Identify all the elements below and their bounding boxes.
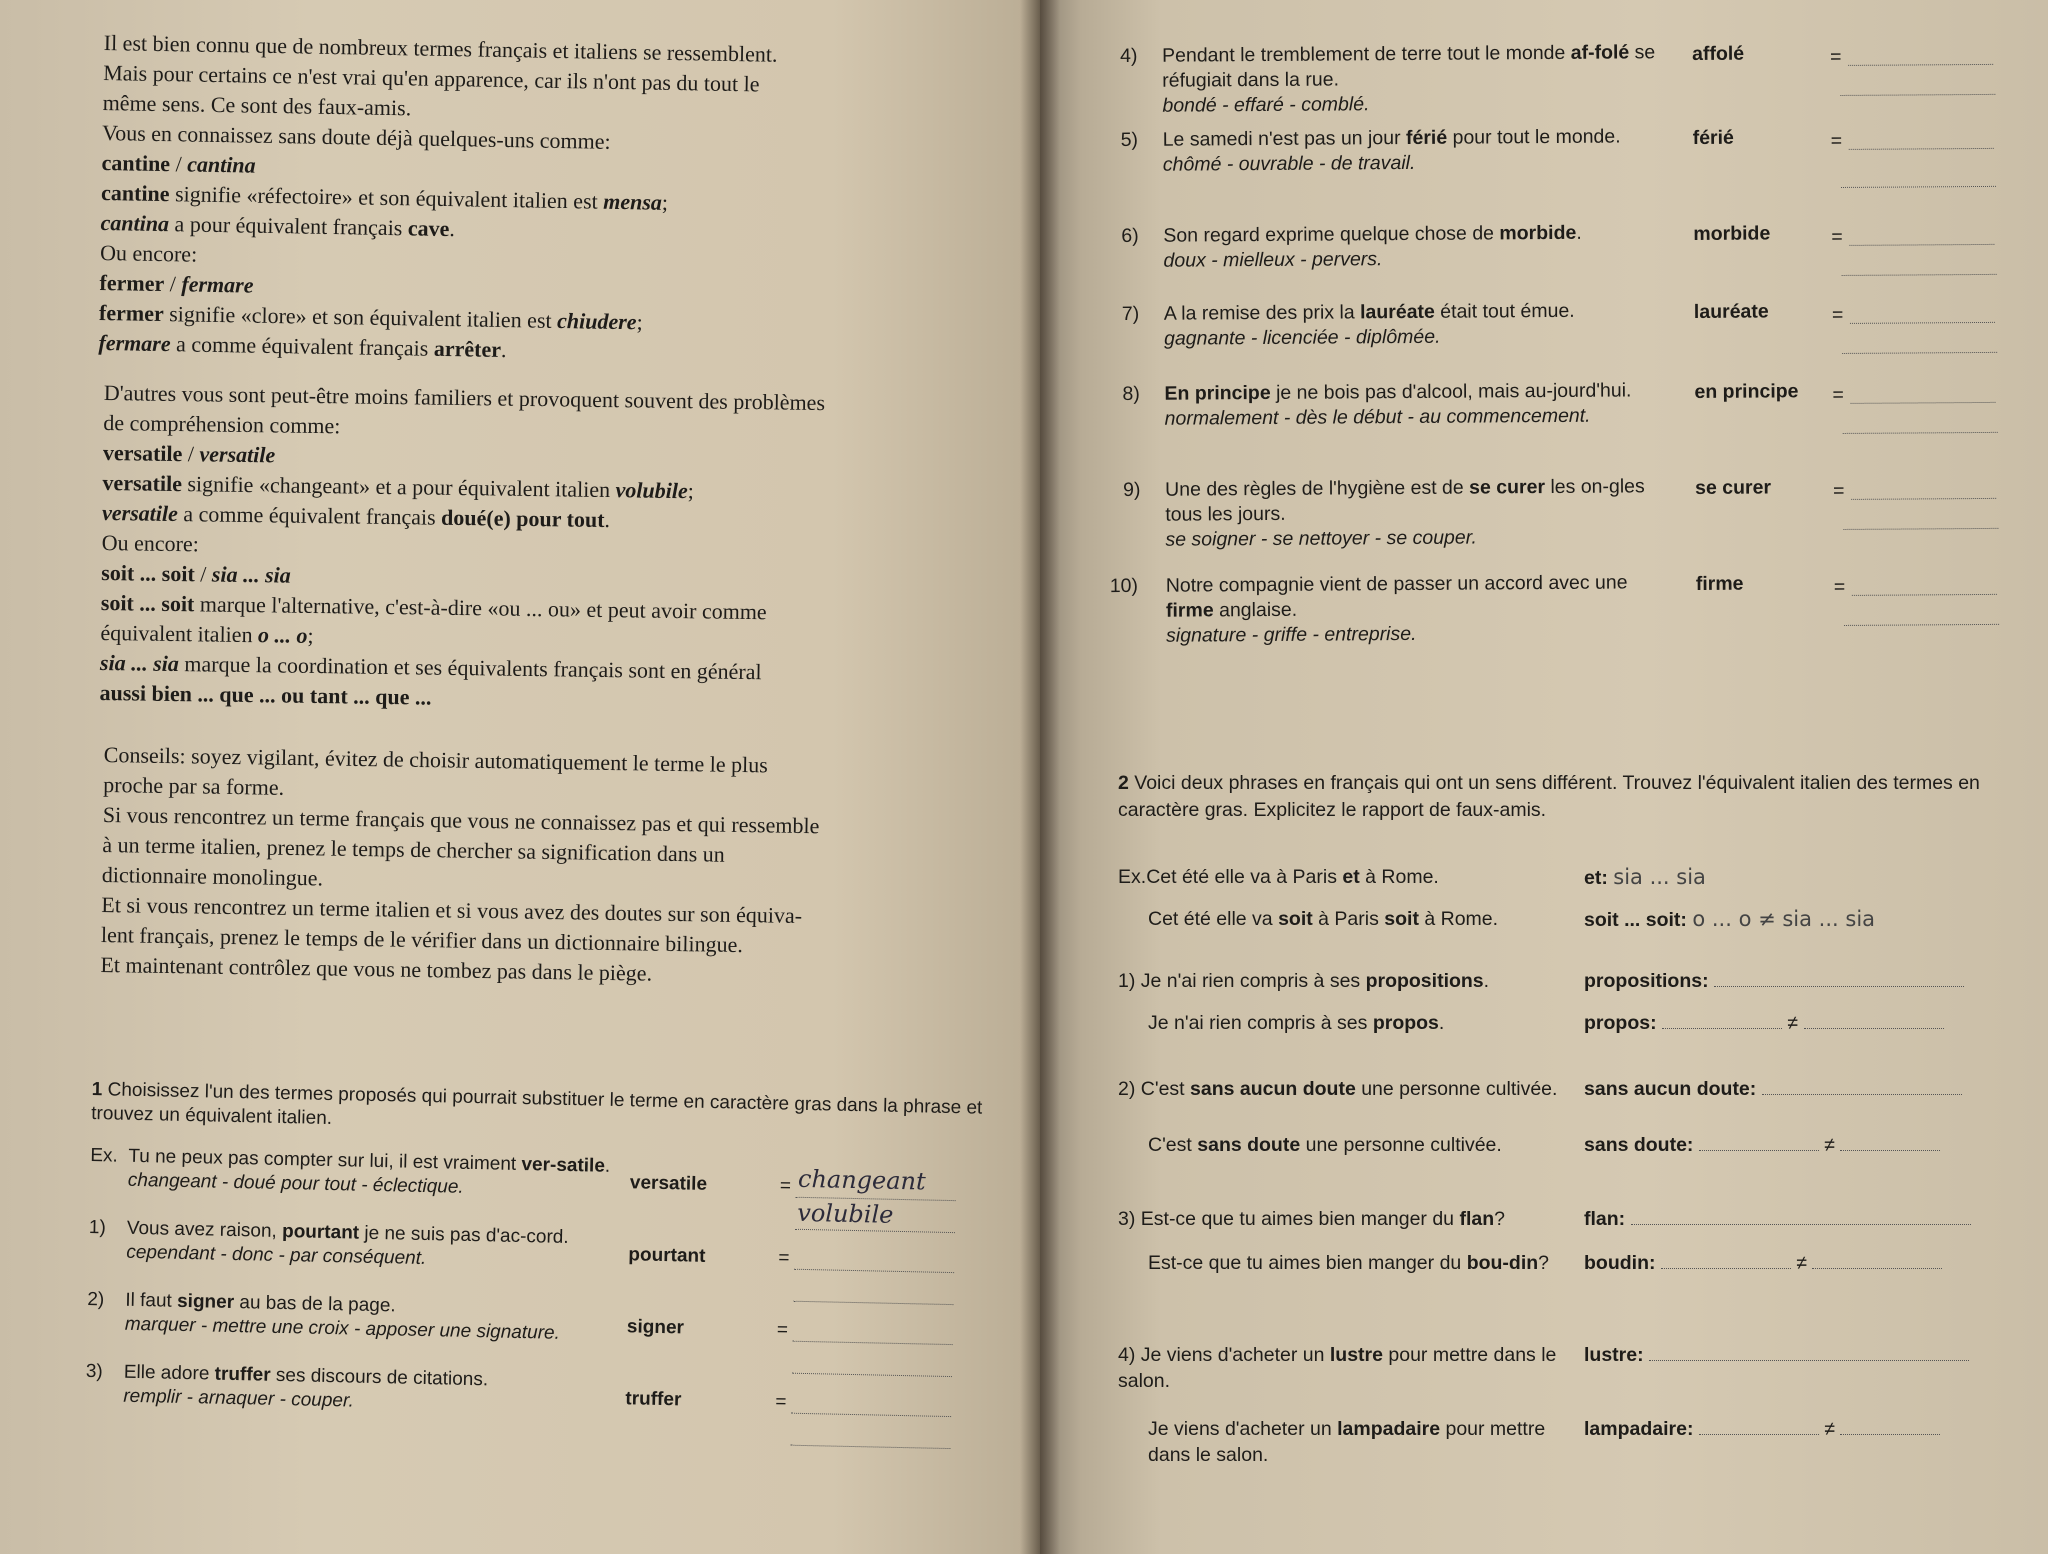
item-term: morbide bbox=[1693, 222, 1771, 246]
exercise-item: 5) Le samedi n'est pas un jour férié pour tout le monde. chômé - ouvrable - de travail. férié = bbox=[1121, 122, 2002, 224]
para-line: de compréhension comme: bbox=[103, 409, 341, 439]
conseils-line: à un terme italien, prenez le temps de chercher sa signification dans un bbox=[102, 831, 725, 867]
exercise-item: 2) Il faut signer au bas de la page. marquer - mettre une croix - apposer une signature. signer = bbox=[86, 1288, 987, 1379]
answer-line[interactable] bbox=[1849, 148, 1994, 150]
book-gutter bbox=[1020, 0, 1060, 1554]
exercise-1-continued bbox=[1109, 38, 2004, 664]
intro-line: Il est bien connu que de nombreux termes français et italiens se ressemblent. bbox=[103, 29, 778, 67]
item-term: se curer bbox=[1695, 476, 1772, 499]
item-sentence: Vous avez raison, pourtant je ne suis pas d'ac-cord. cependant - donc - par conséquent. bbox=[126, 1217, 569, 1270]
answer-line[interactable] bbox=[1661, 1252, 1791, 1269]
example-line: versatile a comme équivalent français doué(e) pour tout. bbox=[101, 499, 611, 533]
exercise-item: 9) Une des règles de l'hygiène est de se curer les on-gles tous les jours. se soigner - se nettoyer - se couper. se curer = bbox=[1123, 472, 2004, 574]
exercise-item: Est-ce que tu aimes bien manger du bou-din? boudin: ≠ bbox=[1118, 1250, 1998, 1342]
item-sentence: Une des règles de l'hygiène est de se curer les on-gles tous les jours. se soigner - se nettoyer - se couper. bbox=[1165, 475, 1645, 551]
example-line: fermare a comme équivalent français arrêter. bbox=[98, 329, 507, 363]
answer-line[interactable] bbox=[1631, 1208, 1971, 1225]
example-line: cantina a pour équivalent français cave. bbox=[100, 209, 456, 242]
ou-encore: Ou encore: bbox=[101, 529, 199, 557]
item-sentence: Pendant le tremblement de terre tout le monde af-folé se réfugiait dans la rue. bondé - effaré - comblé. bbox=[1162, 41, 1656, 117]
answer-line[interactable] bbox=[1848, 64, 1993, 66]
conseils-block bbox=[100, 740, 994, 994]
conseils-line: dictionnaire monolingue. bbox=[101, 861, 324, 891]
answer-line[interactable] bbox=[791, 1413, 951, 1417]
item-term: férié bbox=[1692, 126, 1734, 150]
intro-line: Mais pour certains ce n'est vrai qu'en apparence, car ils n'ont pas du tout le bbox=[103, 59, 760, 97]
item-term: signer bbox=[626, 1316, 685, 1339]
intro-block bbox=[98, 28, 994, 373]
item-term: firme bbox=[1695, 572, 1744, 595]
conseils-line: Conseils: soyez vigilant, évitez de choisir automatiquement le terme le plus bbox=[103, 741, 768, 778]
exercise-item: Je viens d'acheter un lampadaire pour mettre dans le salon. lampadaire: ≠ bbox=[1118, 1416, 1998, 1458]
exercise-item: 6) Son regard exprime quelque chose de morbide. doux - mielleux - pervers. morbide = bbox=[1121, 218, 2002, 302]
exercise-item: 1) Vous avez raison, pourtant je ne suis pas d'ac-cord. cependant - donc - par conséquent. pourtant = bbox=[88, 1216, 989, 1307]
example-pair-cantina: cantine / cantina bbox=[101, 149, 256, 178]
handwritten-answer: sia ... sia bbox=[1613, 865, 1706, 889]
item-term: lauréate bbox=[1693, 300, 1769, 323]
answer-line[interactable] bbox=[1849, 244, 1994, 246]
example-row: Cet été elle va soit à Paris soit à Rome. soit ... soit: o ... o ≠ sia ... sia bbox=[1148, 907, 1876, 931]
answer-line[interactable] bbox=[1699, 1134, 1819, 1151]
answer-line[interactable] bbox=[1843, 528, 1998, 530]
example-line: cantine signifie «réfectoire» et son équivalent italien est mensa; bbox=[100, 179, 669, 215]
exercise-item: Je n'ai rien compris à ses propos. propos: ≠ bbox=[1118, 1010, 1998, 1076]
para-line: D'autres vous sont peut-être moins familiers et provoquent souvent des problèmes bbox=[103, 379, 826, 416]
ou-encore: Ou encore: bbox=[99, 239, 198, 267]
exercise-1-instruction: 1 Choisissez l'un des termes proposés qui pourrait substituer le terme en caractère gras dans la phrase et trouvez un équivalent italien. bbox=[91, 1078, 983, 1130]
item-term: affolé bbox=[1692, 42, 1745, 66]
conseils-line: proche par sa forme. bbox=[103, 771, 285, 800]
exercise-item: 4) Je viens d'acheter un lustre pour mettre dans le salon. lustre: bbox=[1118, 1342, 1998, 1416]
example-pair-soit: soit ... soit / sia ... sia bbox=[101, 559, 291, 588]
item-sentence: Son regard exprime quelque chose de morbide. doux - mielleux - pervers. bbox=[1163, 221, 1582, 272]
item-sentence: Tu ne peux pas compter sur lui, il est vraiment ver-satile. changeant - doué pour tout - éclectique. bbox=[127, 1145, 611, 1198]
conseils-line: Et maintenant contrôlez que vous ne tombez pas dans le piège. bbox=[100, 951, 653, 986]
para2-block bbox=[99, 378, 994, 720]
example-line: soit ... soit marque l'alternative, c'est-à-dire «ou ... ou» et peut avoir comme bbox=[100, 589, 767, 625]
answer-line[interactable] bbox=[1649, 1344, 1969, 1361]
answer-line[interactable] bbox=[1840, 1134, 1940, 1151]
exercise-item: 3) Est-ce que tu aimes bien manger du flan? flan: bbox=[1118, 1206, 1998, 1250]
item-term: en principe bbox=[1694, 380, 1799, 403]
answer-line[interactable] bbox=[1812, 1252, 1942, 1269]
item-sentence: Il faut signer au bas de la page. marquer - mettre une croix - apposer une signature. bbox=[124, 1289, 561, 1344]
conseils-line: Si vous rencontrez un terme français que vous ne connaissez pas et qui ressemble bbox=[102, 801, 820, 839]
exercise-item: C'est sans doute une personne cultivée. sans doute: ≠ bbox=[1118, 1132, 1998, 1206]
answer-line[interactable] bbox=[1844, 624, 1999, 626]
exercise-1 bbox=[85, 1078, 992, 1451]
item-sentence: Le samedi n'est pas un jour férié pour tout le monde. chômé - ouvrable - de travail. bbox=[1162, 125, 1621, 176]
answer-line[interactable] bbox=[1840, 1418, 1940, 1435]
example-line: sia ... sia marque la coordination et ses équivalents français sont en général bbox=[99, 649, 762, 685]
exercise-2-instruction: 2 Voici deux phrases en français qui ont un sens différent. Trouvez l'équivalent italien des termes en caractère gras. Explicitez le rapport de faux-amis. bbox=[1118, 772, 1980, 821]
example-line: équivalent italien o ... o; bbox=[100, 619, 314, 648]
item-term: versatile bbox=[629, 1172, 708, 1195]
answer-line[interactable] bbox=[790, 1445, 950, 1449]
item-sentence: Elle adore truffer ses discours de citations. remplir - arnaquer - couper. bbox=[123, 1361, 489, 1412]
conseils-line: lent français, prenez le temps de le vérifier dans un dictionnaire bilingue. bbox=[100, 921, 744, 958]
item-term: pourtant bbox=[628, 1244, 706, 1267]
item-sentence: A la remise des prix la lauréate était tout émue. gagnante - licenciée - diplômée. bbox=[1163, 299, 1575, 350]
answer-line[interactable] bbox=[1662, 1012, 1782, 1029]
item-sentence: En principe je ne bois pas d'alcool, mais au-jourd'hui. normalement - dès le début - au commencement. bbox=[1164, 379, 1632, 430]
intro-line: Vous en connaissez sans doute déjà quelques-uns comme: bbox=[101, 119, 611, 154]
handwritten-answer: volubile bbox=[797, 1198, 894, 1229]
example-row: Ex.Cet été elle va à Paris et à Rome. et: sia ... sia bbox=[1118, 865, 1706, 889]
example-line: versatile signifie «changeant» et a pour équivalent italien volubile; bbox=[102, 469, 695, 504]
answer-line[interactable] bbox=[1850, 322, 1995, 324]
answer-line[interactable] bbox=[793, 1341, 953, 1345]
answer-line[interactable] bbox=[794, 1269, 954, 1273]
exercise-item: 1) Je n'ai rien compris à ses propositions. propositions: bbox=[1118, 968, 1998, 1010]
exercise-item: 3) Elle adore truffer ses discours de citations. remplir - arnaquer - couper. truffer = bbox=[85, 1360, 986, 1451]
answer-line[interactable] bbox=[1714, 970, 1964, 987]
answer-line[interactable] bbox=[1851, 402, 1996, 404]
handwritten-answer: changeant bbox=[797, 1164, 926, 1196]
example-line: fermer signifie «clore» et son équivalent italien est chiudere; bbox=[98, 299, 643, 335]
example-pair-versatile: versatile / versatile bbox=[102, 439, 276, 468]
exercise-item: 2) C'est sans aucun doute une personne cultivée. sans aucun doute: bbox=[1118, 1076, 1998, 1132]
answer-line[interactable] bbox=[1852, 594, 1997, 596]
conseils-line: Et si vous rencontrez un terme italien et si vous avez des doutes sur son équiva- bbox=[101, 891, 803, 928]
item-sentence: Notre compagnie vient de passer un accord avec une firme anglaise. signature - griffe - entreprise. bbox=[1165, 571, 1628, 647]
intro-line: même sens. Ce sont des faux-amis. bbox=[102, 89, 412, 121]
answer-line[interactable] bbox=[1842, 274, 1997, 276]
example-line: aussi bien ... que ... ou tant ... que ... bbox=[99, 679, 432, 710]
exercise-item: 8) En principe je ne bois pas d'alcool, mais au-jourd'hui. normalement - dès le début - au commencement. en principe = bbox=[1122, 376, 2003, 478]
exercise-item: Ex. Tu ne peux pas compter sur lui, il est vraiment ver-satile. changeant - doué pour tout - éclectique. versatile = changeant volubile bbox=[89, 1144, 990, 1235]
exercise-item: 10) Notre compagnie vient de passer un accord avec une firme anglaise. signature - griffe - entreprise. firme = bbox=[1124, 568, 2005, 664]
answer-line[interactable] bbox=[1843, 432, 1998, 434]
answer-line[interactable] bbox=[1851, 498, 1996, 500]
answer-line[interactable] bbox=[1841, 186, 1996, 188]
answer-line[interactable] bbox=[1699, 1418, 1819, 1435]
exercise-2 bbox=[1118, 770, 1998, 1466]
exercise-item: 7) A la remise des prix la lauréate était tout émue. gagnante - licenciée - diplômée. lauréate = bbox=[1122, 296, 2003, 382]
example-pair-fermer: fermer / fermare bbox=[99, 269, 254, 298]
exercise-item: 4) Pendant le tremblement de terre tout le monde af-folé se réfugiait dans la rue. bondé - effaré - comblé. affolé = bbox=[1120, 38, 2001, 128]
handwritten-answer: o ... o ≠ sia ... sia bbox=[1692, 907, 1876, 931]
item-term: truffer bbox=[625, 1388, 682, 1411]
answer-line[interactable] bbox=[1840, 94, 1995, 96]
answer-line[interactable] bbox=[1842, 352, 1997, 354]
answer-line[interactable] bbox=[1762, 1078, 1962, 1095]
answer-line[interactable] bbox=[1804, 1012, 1944, 1029]
